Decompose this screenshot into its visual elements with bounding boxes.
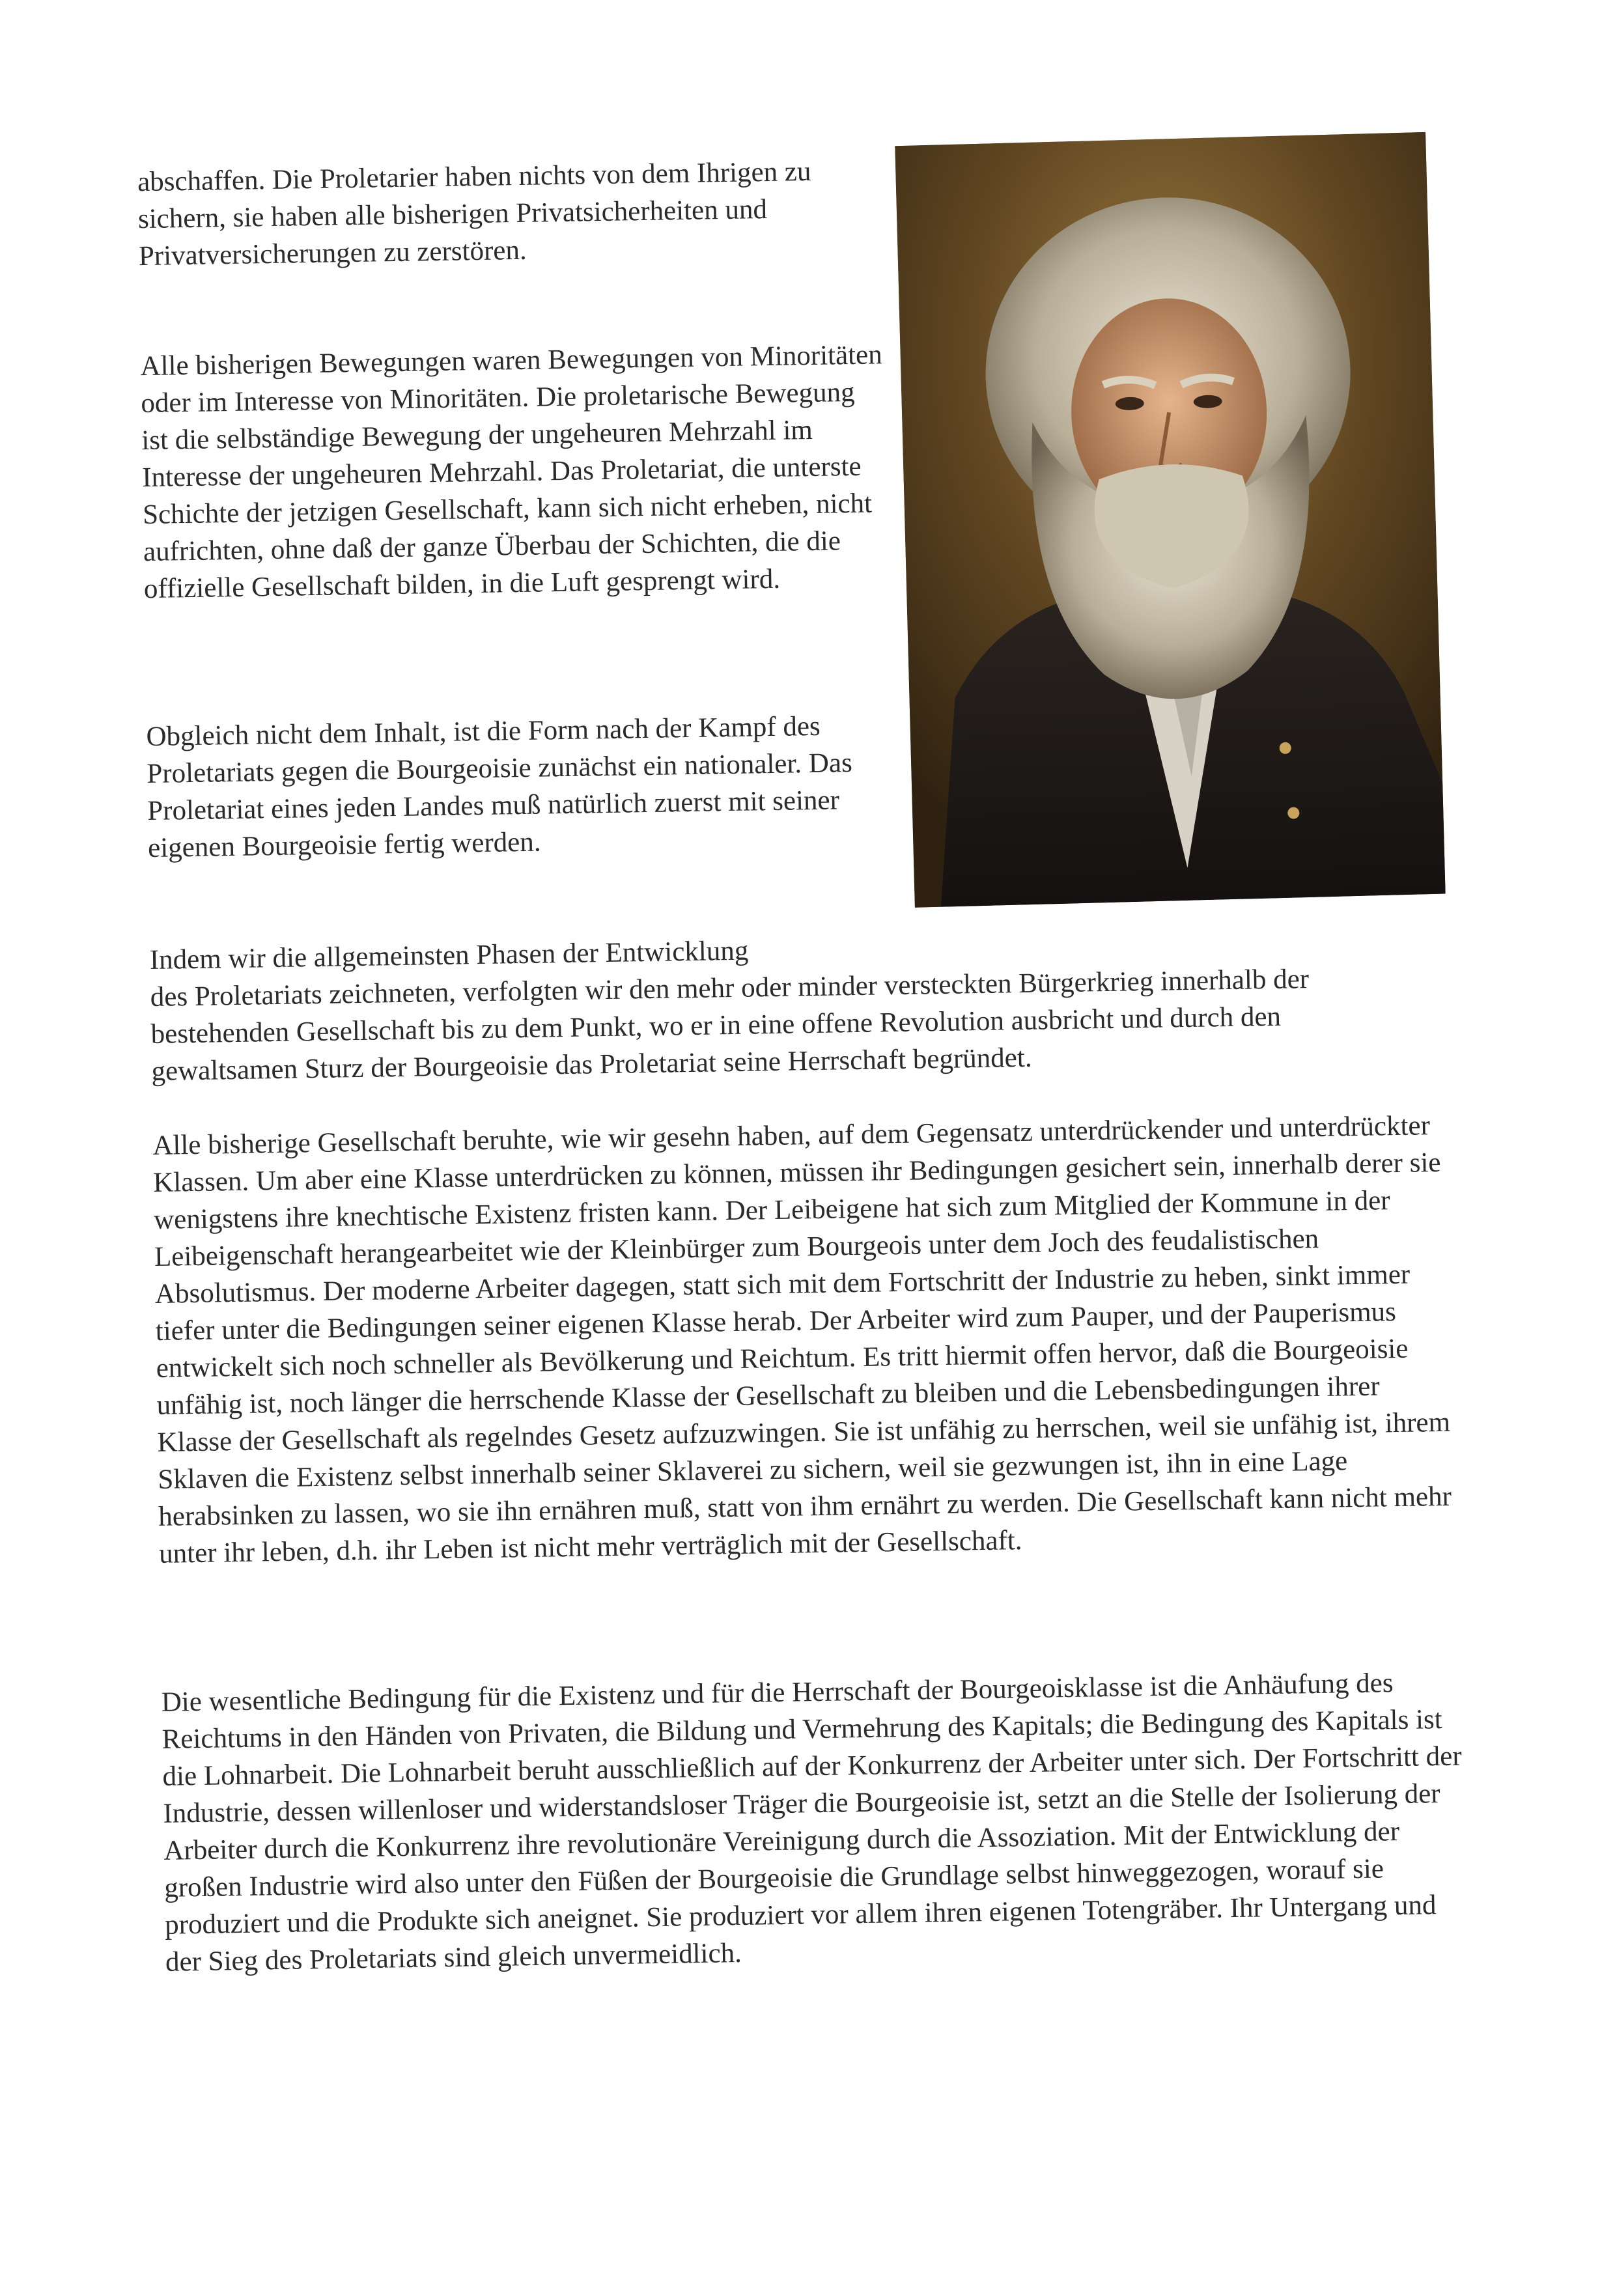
paragraph-1: abschaffen. Die Proletarier haben nichts von dem Ihrigen zu sichern, sie haben alle bisherigen Privatsicherheiten und Privatversicherungen zu zerstören.: [137, 156, 811, 272]
paragraph-4-rest: des Proletariats zeichneten, verfolgten wir den mehr oder minder versteckten Bürgerkrieg innerhalb der bestehenden Gesellschaft bis zu dem Punkt, wo er in eine offene Revolution ausbricht und durch den gewaltsamen Sturz der Bourgeoisie das Proletariat seine Herrschaft begründet.: [150, 964, 1310, 1087]
portrait-painting-icon: [895, 132, 1445, 908]
paragraph-2: Alle bisherigen Bewegungen waren Bewegungen von Minoritäten oder im Interesse von Minoritäten. Die proletarische Bewegung ist die selbständige Bewegung der ungeheuren Mehrzahl im Interesse der ungeheuren Mehrzahl. Das Proletariat, die unterste Schichte der jetzigen Gesellschaft, kann sich nicht erheben, nicht aufrichten, ohne daß der ganze Überbau der Schichten, die die offizielle Gesellschaft bilden, in die Luft gesprengt wird.: [140, 339, 882, 605]
paragraph-6: Die wesentliche Bedingung für die Existenz und für die Herrschaft der Bourgeoisklasse ist die Anhäufung des Reichtums in den Händen von Privaten, die Bildung und Vermehrung des Kapitals; die Bedingung des Kapitals ist die Lohnarbeit. Die Lohnarbeit beruht ausschließlich auf der Konkurrenz der Arbeiter unter sich. Der Fortschritt der Industrie, dessen willenloser und widerstandsloser Träger die Bourgeoisie ist, setzt an die Stelle der Isolierung der Arbeiter durch die Konkurrenz ihre revolutionäre Vereinigung durch die Assoziation. Mit der Entwicklung der großen Industrie wird also unter den Füßen der Bourgeoisie die Grundlage selbst hinweggezogen, worauf sie produziert und die Produkte sich aneignet. Sie produziert vor allem ihren eigenen Totengräber. Ihr Untergang und der Sieg des Proletariats sind gleich unvermeidlich.: [161, 1668, 1462, 1978]
paragraph-4-lead: Indem wir die allgemeinsten Phasen der Entwicklung: [149, 935, 749, 976]
paragraph-3: Obgleich nicht dem Inhalt, ist die Form nach der Kampf des Proletariats gegen die Bourgeoisie zunächst ein nationaler. Das Proletariat eines jeden Landes muß natürlich zuerst mit seiner eigenen Bourgeoisie fertig werden.: [146, 710, 853, 864]
paragraph-5: Alle bisherige Gesellschaft beruhte, wie wir gesehn haben, auf dem Gegensatz unterdrückender und unterdrückter Klassen. Um aber eine Klasse unterdrücken zu können, müssen ihr Bedingungen gesichert sein, innerhalb derer sie wenigstens ihre knechtische Existenz fristen kann. Der Leibeigene hat sich zum Mitglied der Kommune in der Leibeigenschaft herangearbeitet wie der Kleinbürger zum Bourgeois unter dem Joch des feudalistischen Absolutismus. Der moderne Arbeiter dagegen, statt sich mit dem Fortschritt der Industrie zu heben, sinkt immer tiefer unter die Bedingungen seiner eigenen Klasse herab. Der Arbeiter wird zum Pauper, und der Pauperismus entwickelt sich noch schneller als Bevölkerung und Reichtum. Es tritt hiermit offen hervor, daß die Bourgeoisie unfähig ist, noch länger die herrschende Klasse der Gesellschaft zu bleiben und die Lebensbedingungen ihrer Klasse der Gesellschaft als regelndes Gesetz aufzuzwingen. Sie ist unfähig zu herrschen, weil sie unfähig ist, ihrem Sklaven die Existenz selbst innerhalb seiner Sklaverei zu sichern, weil sie gezwungen ist, ihn in eine Lage herabsinken zu lassen, wo sie ihn ernähren muß, statt von ihm ernährt zu werden. Die Gesellschaft kann nicht mehr unter ihr leben, d.h. ihr Leben ist nicht mehr verträglich mit der Gesellschaft.: [152, 1110, 1452, 1569]
portrait-image: [895, 132, 1445, 908]
paragraph-4: [149, 921, 1434, 1090]
